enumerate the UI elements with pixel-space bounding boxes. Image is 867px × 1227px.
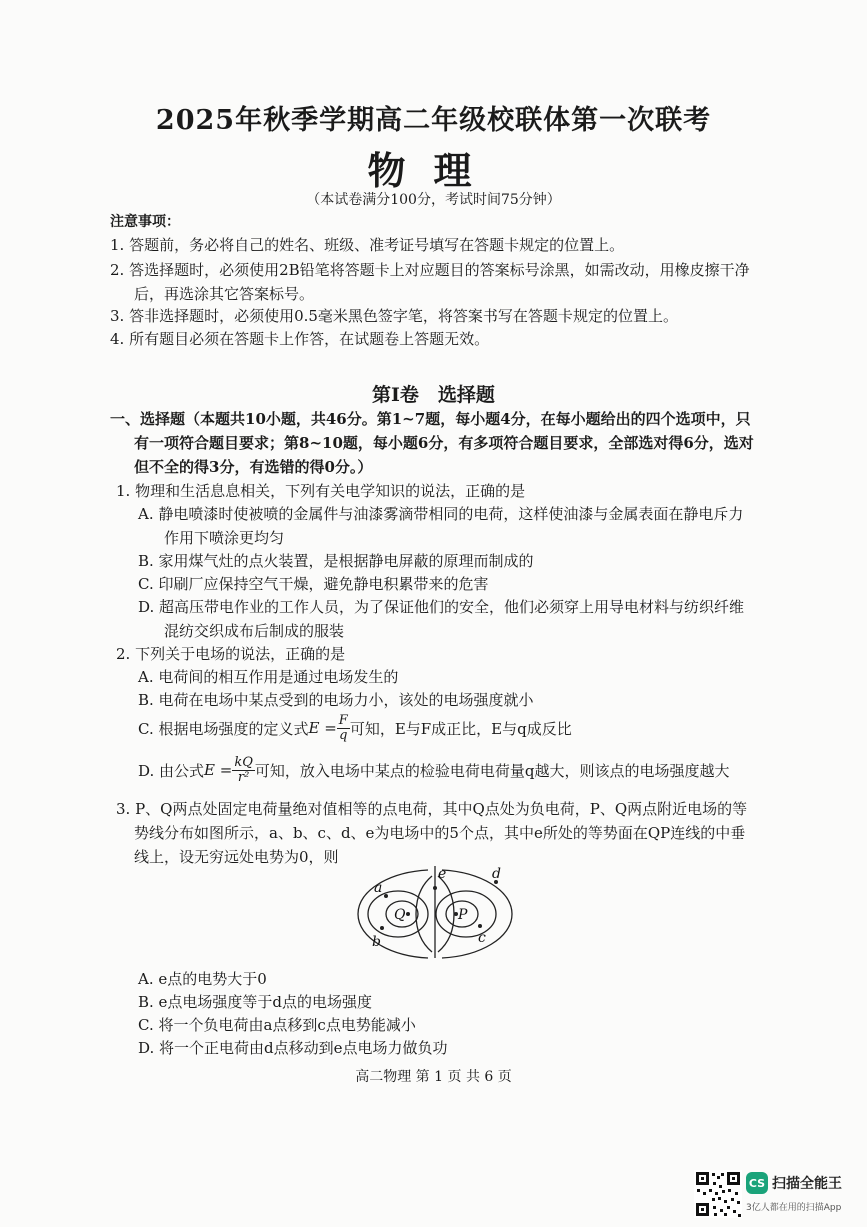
label-e: e bbox=[438, 866, 447, 882]
scanner-logo-icon: CS bbox=[746, 1172, 768, 1194]
q1-option-d: D. 超高压带电作业的工作人员，为了保证他们的安全，他们必须穿上用导电材料与纺织纤维 bbox=[138, 598, 745, 616]
point-e bbox=[433, 886, 437, 890]
q1-option-b: B. 家用煤气灶的点火装置，是根据静电屏蔽的原理而制成的 bbox=[138, 552, 534, 570]
scanner-badge bbox=[742, 1168, 867, 1227]
label-c: c bbox=[478, 930, 486, 946]
p-outer-curve bbox=[442, 870, 512, 958]
section-intro: 有一项符合题目要求；第8~10题，每小题6分，有多项符合题目要求，全部选对得6分，选对 bbox=[134, 434, 754, 452]
qr-code-icon bbox=[694, 1170, 742, 1218]
point-b bbox=[380, 926, 384, 930]
q2-option-d-eq: E = bbox=[204, 761, 233, 779]
q2-option-d-pre: D. 由公式 bbox=[138, 761, 205, 780]
label-q: Q bbox=[394, 907, 406, 923]
note-item: 3. 答非选择题时，必须使用0.5毫米黑色签字笔，将答案书写在答题卡规定的位置上。 bbox=[110, 307, 678, 325]
section-intro: 但不全的得3分，有选错的得0分。） bbox=[134, 458, 373, 476]
label-a: a bbox=[374, 880, 383, 896]
section-title: 第Ⅰ卷 选择题 bbox=[372, 384, 495, 406]
fraction-denominator: q bbox=[339, 727, 348, 743]
page-footer: 高二物理 第 1 页 共 6 页 bbox=[355, 1069, 512, 1085]
section-intro: 一、选择题（本题共10小题，共46分。第1~7题，每小题4分，在每小题给出的四个选项中，只 bbox=[110, 410, 751, 428]
exam-title: 2025年秋季学期高二年级校联体第一次联考 bbox=[155, 105, 712, 136]
scanner-tagline: 3亿人都在用的扫描App bbox=[746, 1203, 842, 1213]
q3-stem-line2: 势线分布如图所示，a、b、c、d、e为电场中的5个点，其中e所处的等势面在QP连线的中垂 bbox=[134, 824, 746, 842]
q2-option-c-eq: E = bbox=[308, 719, 337, 737]
q1-option-a: A. 静电喷漆时使被喷的金属件与油漆雾滴带相同的电荷，这样使油漆与金属表面在静电斥力 bbox=[138, 505, 744, 523]
fraction-f-over-q bbox=[337, 714, 350, 742]
equipotential-diagram bbox=[350, 862, 520, 962]
q2-option-c bbox=[138, 710, 572, 746]
q2-option-a: A. 电荷间的相互作用是通过电场发生的 bbox=[138, 668, 399, 686]
fraction-numerator: F bbox=[338, 712, 348, 728]
scanner-app-name: 扫描全能王 bbox=[772, 1176, 842, 1192]
note-item: 2. 答选择题时，必须使用2B铅笔将答题卡上对应题目的答案标号涂黑，如需改动，用橡皮擦干净 bbox=[110, 261, 750, 279]
fraction-numerator: kQ bbox=[234, 754, 253, 770]
note-item: 1. 答题前，务必将自己的姓名、班级、准考证号填写在答题卡规定的位置上。 bbox=[110, 236, 625, 254]
exam-info: （本试卷满分100分，考试时间75分钟） bbox=[306, 192, 561, 208]
fraction-denominator: r² bbox=[237, 769, 250, 785]
q1-option-d-cont: 混纺交织成布后制成的服装 bbox=[164, 622, 345, 640]
point-c bbox=[478, 924, 482, 928]
subject-heading: 物理 bbox=[367, 148, 500, 193]
q1-stem: 1. 物理和生活息息相关，下列有关电学知识的说法，正确的是 bbox=[116, 482, 526, 500]
q3-option-a: A. e点的电势大于0 bbox=[138, 970, 267, 988]
q2-option-c-pre: C. 根据电场强度的定义式 bbox=[138, 719, 309, 738]
q3-stem-line3: 线上，设无穷远处电势为0，则 bbox=[134, 848, 339, 866]
q1-option-c: C. 印刷厂应保持空气干燥，避免静电积累带来的危害 bbox=[138, 575, 489, 593]
label-b: b bbox=[372, 934, 381, 950]
q2-option-b: B. 电荷在电场中某点受到的电场力小，该处的电场强度就小 bbox=[138, 691, 534, 709]
q2-option-d bbox=[138, 752, 729, 788]
q3-stem-line1: 3. P、Q两点处固定电荷量绝对值相等的点电荷，其中Q点处为负电荷，P、Q两点附近电场的等 bbox=[116, 800, 748, 818]
q3-option-b: B. e点电场强度等于d点的电场强度 bbox=[138, 993, 373, 1011]
fraction-kq-over-r2 bbox=[232, 756, 255, 784]
q3-option-d: D. 将一个正电荷由d点移动到e点电场力做负功 bbox=[138, 1039, 448, 1057]
q2-stem: 2. 下列关于电场的说法，正确的是 bbox=[116, 645, 346, 663]
q-charge-dot bbox=[406, 912, 410, 916]
point-a bbox=[384, 894, 388, 898]
q3-option-c: C. 将一个负电荷由a点移到c点电势能减小 bbox=[138, 1016, 416, 1034]
note-item: 后，再选涂其它答案标号。 bbox=[134, 285, 315, 303]
note-item: 4. 所有题目必须在答题卡上作答，在试题卷上答题无效。 bbox=[110, 330, 490, 348]
notes-heading: 注意事项： bbox=[110, 214, 180, 230]
label-p: P bbox=[458, 907, 468, 923]
q1-option-a-cont: 作用下喷涂更均匀 bbox=[164, 529, 285, 547]
q2-option-d-post: 可知，放入电场中某点的检验电荷电荷量q越大，则该点的电场强度越大 bbox=[254, 761, 730, 780]
q2-option-c-post: 可知，E与F成正比，E与q成反比 bbox=[349, 719, 572, 738]
label-d: d bbox=[492, 866, 501, 882]
